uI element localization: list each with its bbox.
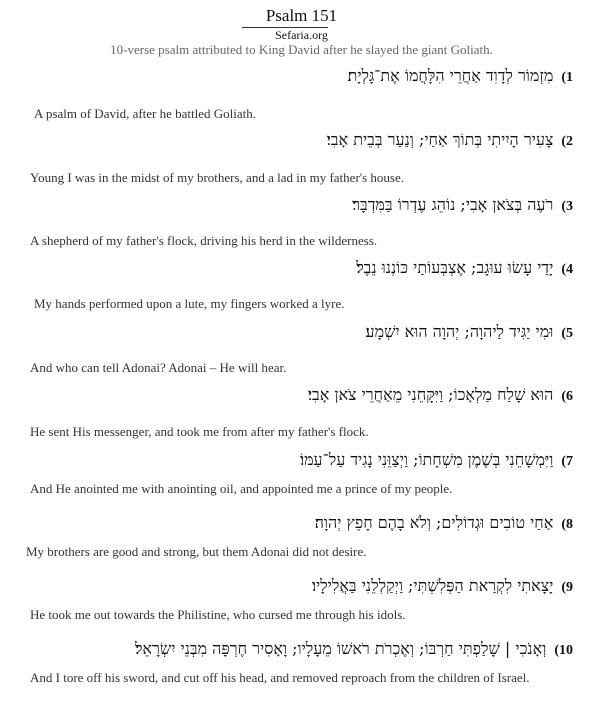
- verse-hebrew: [33, 450, 573, 470]
- verse-hebrew: [33, 195, 573, 215]
- verse-english: My brothers are good and strong, but them Adonai did not desire.: [26, 544, 367, 559]
- hebrew-text: הוּא שָׁלַח מַלְאָכוֹ; וַיִּקָּחֵנִי מֵאַחֲרֵי צֹאן אָבִי׃: [307, 385, 554, 404]
- verse-hebrew: [33, 576, 573, 596]
- verse-hebrew: [33, 130, 573, 150]
- verse-hebrew: [33, 385, 573, 405]
- hebrew-text: צָעִיר הָיִיתִי בְּתוֹךְ אַחַי; וְנַעַר בְּבֵית אָבִי׃: [326, 130, 554, 149]
- verse-hebrew: [33, 639, 573, 659]
- verse-english: And who can tell Adonai? Adonai – He will hear.: [30, 360, 287, 375]
- verse-number: 7): [561, 454, 573, 469]
- page-title: Psalm 151: [265, 6, 338, 25]
- verse-english: A psalm of David, after he battled Goliath.: [34, 106, 257, 121]
- verse-number: 3): [561, 199, 573, 214]
- hebrew-text: יָצָאתִי לִקְרַאת הַפְּלִשְׁתִּי; וַיְקַלְלֵנִי בַּאֲלִילָיו׃: [311, 576, 554, 595]
- source-label: Sefaria.org: [275, 28, 328, 42]
- verse-hebrew: [33, 513, 573, 533]
- verse-hebrew: [33, 66, 573, 86]
- hebrew-text: יָדַי עָשׂוּ עוּגָב; אֶצְבְּעוֹתַי כּוֹנְנוּ נֵבֶל׃: [356, 258, 554, 277]
- verse-english: And He anointed me with anointing oil, and appointed me a prince of my people.: [30, 481, 453, 496]
- verse-number: 5): [561, 326, 573, 341]
- verse-english: A shepherd of my father's flock, driving his herd in the wilderness.: [30, 233, 378, 248]
- hebrew-text: מִזְמוֹר לְדָוִד אַחֲרֵי הִלָּחֲמוֹ אֶת־גָּלְיָת׃: [347, 66, 554, 85]
- verse-english: He took me out towards the Philistine, who cursed me through his idols.: [30, 607, 406, 622]
- verse-english: He sent His messenger, and took me from after my father's flock.: [30, 424, 369, 439]
- verse-english: And I tore off his sword, and cut off his head, and removed reproach from the children of Israel.: [30, 670, 530, 685]
- verse-number: 6): [561, 389, 573, 404]
- verse-number: 4): [561, 262, 573, 277]
- hebrew-text: וּמִי יַגִּיד לַיהוָה; יְהוָה הוּא יִשְׁמָע׃: [365, 322, 554, 341]
- verse-number: 9): [561, 580, 573, 595]
- verse-hebrew: [33, 322, 573, 342]
- hebrew-text: וְאָנֹכִי | שָׁלַפְתִּי חַרְבּוֹ; וְאֶכְרֹת רֹאשׁוֹ מֵעָלָיו; וָאָסִיר חֶרְפָּה מִבְּנֵי יִשְׂרָאֵל׃: [134, 639, 547, 658]
- verse-number: 2): [561, 134, 573, 149]
- verse-number: 8): [561, 517, 573, 532]
- verse-english: My hands performed upon a lute, my fingers worked a lyre.: [34, 296, 345, 311]
- hebrew-text: אַחַי טוֹבִים וּגְדוֹלִים; וְלֹא בָהֶם חָפֵץ יְהוָה׃: [314, 513, 554, 532]
- hebrew-text: רֹעֶה בְּצֹאן אָבִי; נוֹהֵג עֶדְרוֹ בַּמִּדְבָּר׃: [352, 195, 554, 214]
- verse-english: Young I was in the midst of my brothers, and a lad in my father's house.: [30, 170, 404, 185]
- hebrew-text: וַיִּמְשָׁחֵנִי בְּשֶׁמֶן מִשְׁחָתוֹ; וַיְצַוֵּנִי נָגִיד עַל־עַמּוֹ׃: [299, 450, 554, 469]
- verse-number: 1): [561, 70, 573, 85]
- verse-hebrew: [33, 258, 573, 278]
- verse-number: 10): [554, 643, 573, 658]
- psalm-description: 10-verse psalm attributed to King David after he slayed the giant Goliath.: [110, 42, 493, 57]
